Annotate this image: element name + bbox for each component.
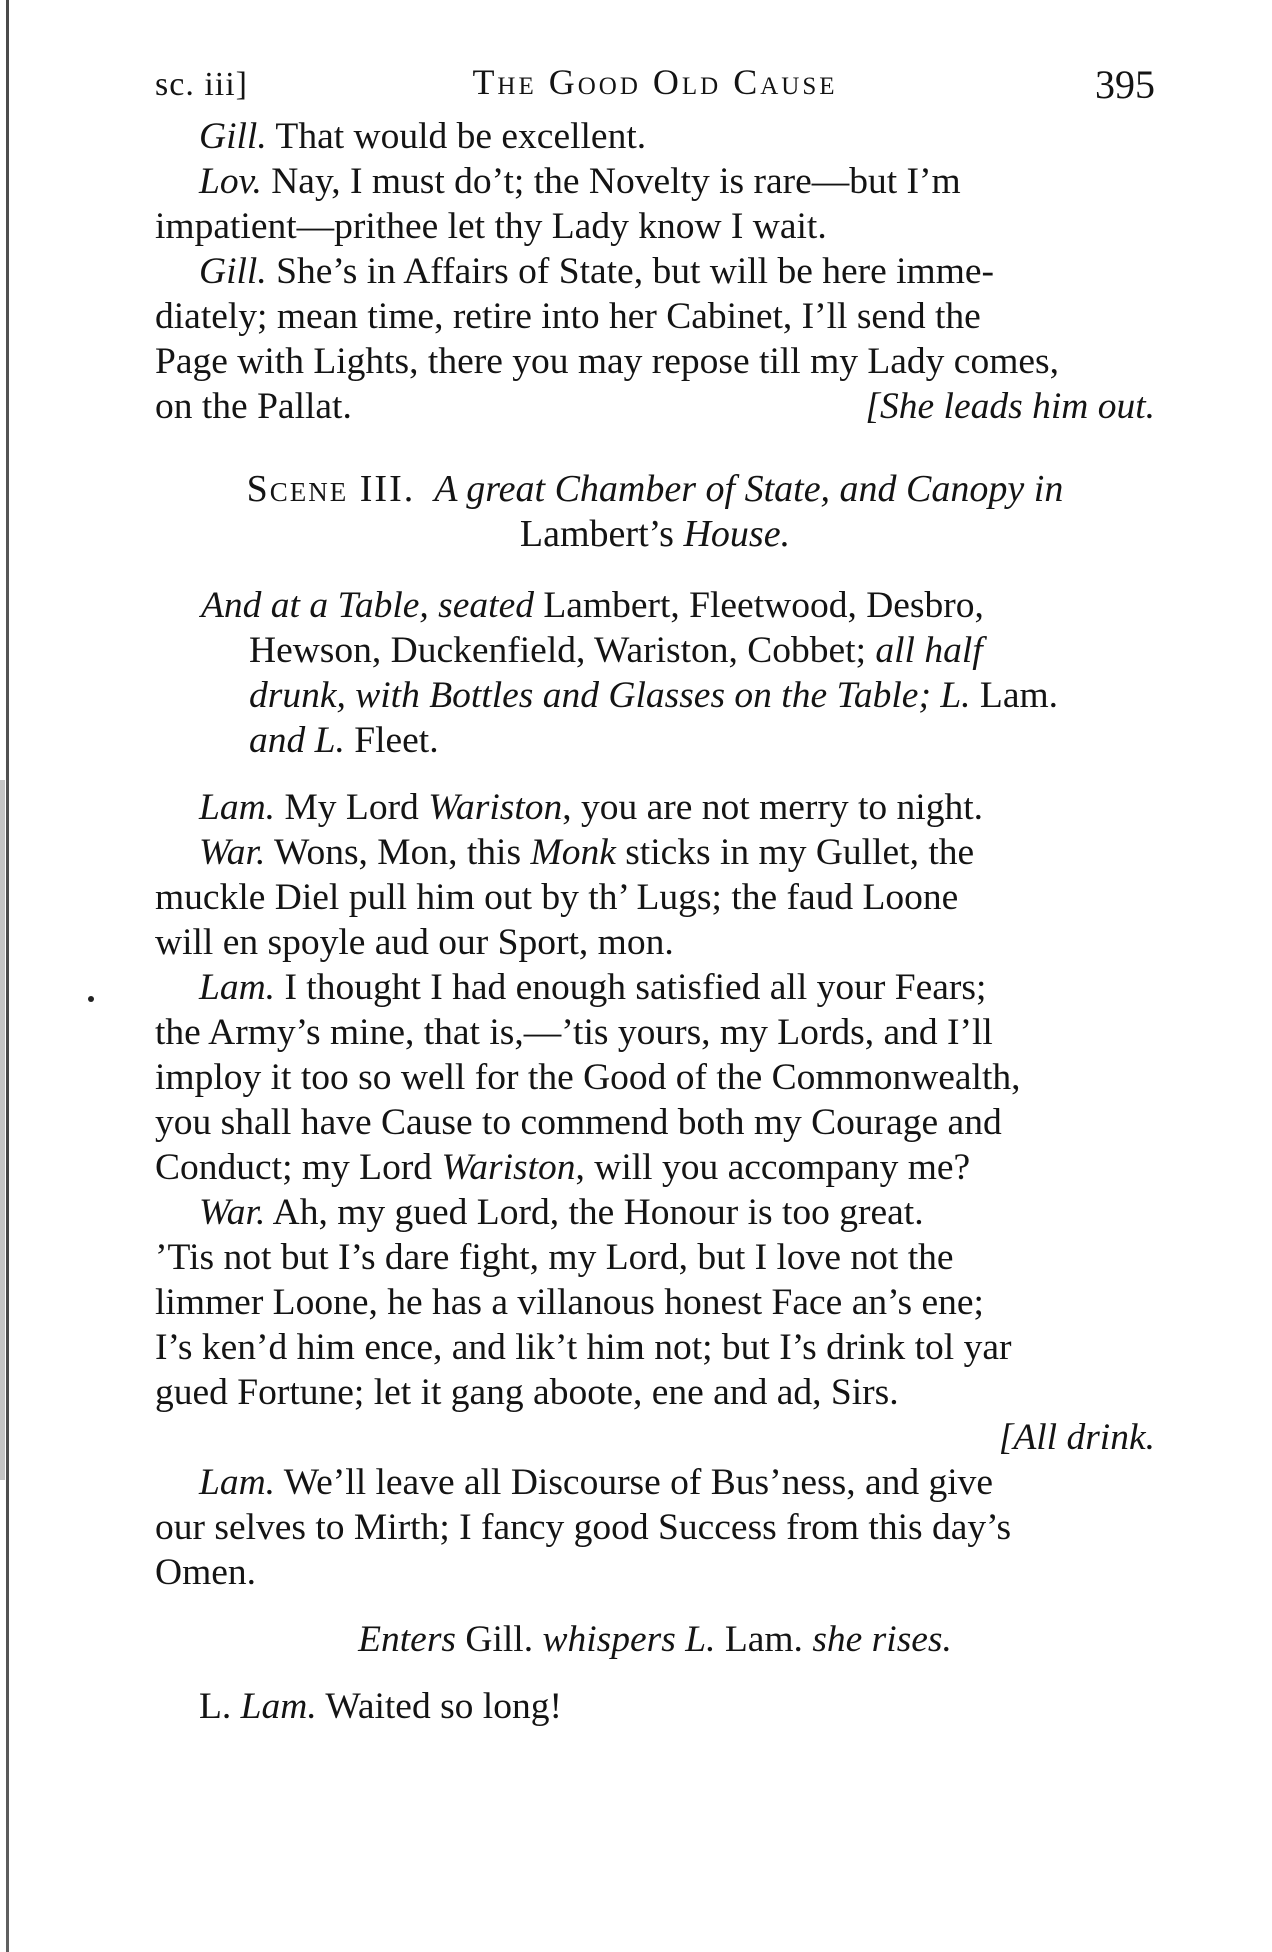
binding-edge [6, 0, 9, 1952]
speech-war-2 [155, 1190, 1155, 1415]
speech-text: I thought I had enough satisfied all your Fears; [275, 967, 987, 1008]
book-page [155, 52, 1155, 1729]
speech-gill-1 [155, 114, 1155, 159]
speech-text: Nay, I must do’t; the Novelty is rare—but I’m [261, 161, 961, 202]
speech-text: Page with Lights, there you may repose till my Lady comes, [155, 341, 1059, 382]
speech-text: She’s in Affairs of State, but will be here imme- [266, 251, 995, 292]
stage-direction: [She leads him out. [865, 386, 1155, 427]
speech-text: impatient—prithee let thy Lady know I wait. [155, 206, 827, 247]
speech-text: the Army’s mine, that is,—’tis yours, my Lords, and I’ll [155, 1012, 993, 1053]
scene-heading [155, 467, 1155, 512]
speech-text: on the Pallat. [155, 386, 352, 427]
speaker-prefix: L. [199, 1686, 241, 1727]
speech-gill-2 [155, 249, 1155, 429]
speech-text: sticks in my Gullet, the [615, 832, 975, 873]
speaker: Lov. [199, 161, 262, 202]
ink-speck [88, 996, 94, 1002]
speaker: War. [199, 1192, 266, 1233]
stage-text: Enters [358, 1619, 457, 1660]
speech-lov [155, 159, 1155, 249]
stage-name: Lam. [715, 1619, 813, 1660]
cast-names: Lambert, Fleetwood, Desbro, [533, 585, 984, 626]
binding-shadow [0, 780, 5, 1480]
cast-text: and L. [249, 720, 345, 761]
speech-text: My Lord [275, 787, 429, 828]
speech-text: Ah, my gued Lord, the Honour is too great. [265, 1192, 924, 1233]
speech-text: imploy it too so well for the Good of the Commonwealth, [155, 1057, 1021, 1098]
scene-description: A great Chamber of State, and Canopy in [434, 468, 1064, 510]
speech-name: Monk [530, 832, 616, 873]
speech-text: our selves to Mirth; I fancy good Success from this day’s [155, 1507, 1012, 1548]
speech-text: you shall have Cause to commend both my Courage and [155, 1102, 1002, 1143]
stage-text: whispers L. [542, 1619, 716, 1660]
speech-text: gued Fortune; let it gang aboote, ene and ad, Sirs. [155, 1372, 899, 1413]
speaker: Lam. [199, 787, 276, 828]
stage-direction: [All drink. [998, 1417, 1155, 1458]
speech-lam-3 [155, 1460, 1155, 1595]
speech-text: will en spoyle aud our Sport, mon. [155, 922, 674, 963]
scene-marker: sc. iii] [155, 66, 248, 103]
speech-text: That would be excellent. [266, 116, 647, 157]
speech-text: diately; mean time, retire into her Cabinet, I’ll send the [155, 296, 981, 337]
speech-text: Omen. [155, 1552, 257, 1593]
speech-text: We’ll leave all Discourse of Bus’ness, and give [275, 1462, 994, 1503]
stage-entrance [155, 1617, 1155, 1662]
speech-text: I’s ken’d him ence, and lik’t him not; but I’s drink tol yar [155, 1327, 1012, 1368]
stage-name: Gill. [456, 1619, 543, 1660]
running-title: The Good Old Cause [472, 62, 838, 102]
cast-names: Fleet. [344, 720, 439, 761]
stage-cast [201, 583, 1155, 763]
speech-text: muckle Diel pull him out by th’ Lugs; the faud Loone [155, 877, 959, 918]
page-number: 395 [1095, 62, 1155, 107]
speaker: Lam. [199, 967, 276, 1008]
speech-text: limmer Loone, he has a villanous honest Face an’s ene; [155, 1282, 984, 1323]
speech-lady-lam [155, 1684, 1155, 1729]
speech-text: , you are not merry to night. [562, 787, 984, 828]
running-header [155, 52, 1155, 112]
cast-text: drunk, with Bottles and Glasses on the Table; L. [249, 675, 971, 716]
speaker: Lam. [240, 1686, 317, 1727]
speech-name: Wariston [428, 787, 563, 828]
speech-text: , will you accompany me? [575, 1147, 971, 1188]
speech-text: Wons, Mon, this [265, 832, 531, 873]
speech-name: Wariston [441, 1147, 576, 1188]
cast-text: And at a Table, seated [201, 585, 534, 626]
speech-text: ’Tis not but I’s dare fight, my Lord, but I love not the [155, 1237, 954, 1278]
speech-war-1 [155, 830, 1155, 965]
location-name: Lambert’s [519, 513, 674, 555]
cast-names: Lam. [970, 675, 1059, 716]
speech-lam-2 [155, 965, 1155, 1190]
cast-names: Hewson, Duckenfield, Wariston, Cobbet; [249, 630, 867, 671]
line-with-stage [155, 384, 1155, 429]
scene-label: Scene III. [246, 468, 416, 510]
speaker: War. [199, 832, 266, 873]
speaker: Gill. [199, 116, 267, 157]
speech-text: Conduct; my Lord [155, 1147, 442, 1188]
speaker: Lam. [199, 1462, 276, 1503]
speech-text: Waited so long! [316, 1686, 562, 1727]
scene-location [155, 512, 1155, 557]
cast-text: all half [866, 630, 983, 671]
location-house: House. [683, 513, 791, 555]
speech-lam-1 [155, 785, 1155, 830]
stage-text: she rises. [812, 1619, 952, 1660]
speaker: Gill. [199, 251, 267, 292]
